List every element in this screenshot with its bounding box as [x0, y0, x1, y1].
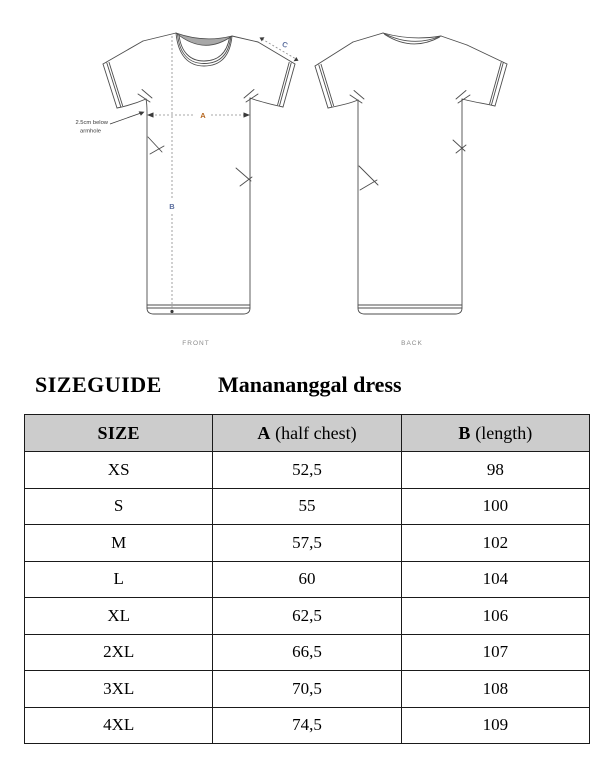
product-title: Manananggal dress — [218, 372, 402, 397]
length-cell: 102 — [401, 525, 589, 562]
armhole-note — [75, 111, 144, 134]
dimension-b-label: B — [169, 202, 175, 211]
size-table — [24, 414, 590, 744]
armhole-note-line2: armhole — [80, 128, 101, 135]
half-chest-cell: 57,5 — [213, 525, 401, 562]
half-chest-cell: 66,5 — [213, 634, 401, 671]
half-chest-cell: 55 — [213, 488, 401, 525]
col-header-a — [213, 415, 401, 452]
front-view-drawing — [103, 33, 295, 314]
size-cell: XS — [25, 452, 213, 489]
size-cell: S — [25, 488, 213, 525]
dimension-a-line — [147, 111, 250, 120]
col-header-b-rest: (length) — [470, 422, 533, 443]
size-cell: 2XL — [25, 634, 213, 671]
table-header-row — [25, 415, 590, 452]
col-header-size-bold: SIZE — [97, 422, 140, 443]
dimension-b-line — [169, 36, 175, 313]
size-cell: M — [25, 525, 213, 562]
titlebar — [0, 372, 608, 404]
size-cell: 3XL — [25, 671, 213, 708]
length-cell: 108 — [401, 671, 589, 708]
front-caption: FRONT — [182, 340, 210, 347]
armhole-note-line1: 2.5cm below — [75, 120, 108, 126]
dimension-a-label: A — [200, 110, 206, 120]
half-chest-cell: 70,5 — [213, 671, 401, 708]
table-row — [25, 598, 590, 635]
length-cell: 104 — [401, 561, 589, 598]
col-header-b — [401, 415, 589, 452]
sizeguide-title: SIZEGUIDE — [35, 372, 162, 397]
size-cell: XL — [25, 598, 213, 635]
col-header-a-bold: A — [257, 422, 271, 443]
dimension-c-line — [260, 37, 299, 61]
length-cell: 109 — [401, 707, 589, 744]
table-row — [25, 707, 590, 744]
size-cell: 4XL — [25, 707, 213, 744]
length-cell: 98 — [401, 452, 589, 489]
dimension-c-label: C — [280, 39, 290, 50]
col-header-size — [25, 415, 213, 452]
half-chest-cell: 52,5 — [213, 452, 401, 489]
table-row — [25, 561, 590, 598]
back-caption: BACK — [401, 340, 423, 347]
half-chest-cell: 60 — [213, 561, 401, 598]
length-cell: 100 — [401, 488, 589, 525]
garment-technical-drawing — [0, 0, 608, 368]
size-cell: L — [25, 561, 213, 598]
table-row — [25, 525, 590, 562]
table-row — [25, 634, 590, 671]
length-cell: 107 — [401, 634, 589, 671]
length-cell: 106 — [401, 598, 589, 635]
half-chest-cell: 74,5 — [213, 707, 401, 744]
table-row — [25, 452, 590, 489]
half-chest-cell: 62,5 — [213, 598, 401, 635]
col-header-a-rest: (half chest) — [270, 422, 357, 443]
col-header-b-bold: B — [458, 422, 471, 443]
table-row — [25, 488, 590, 525]
back-view-drawing — [315, 33, 507, 314]
table-row — [25, 671, 590, 708]
